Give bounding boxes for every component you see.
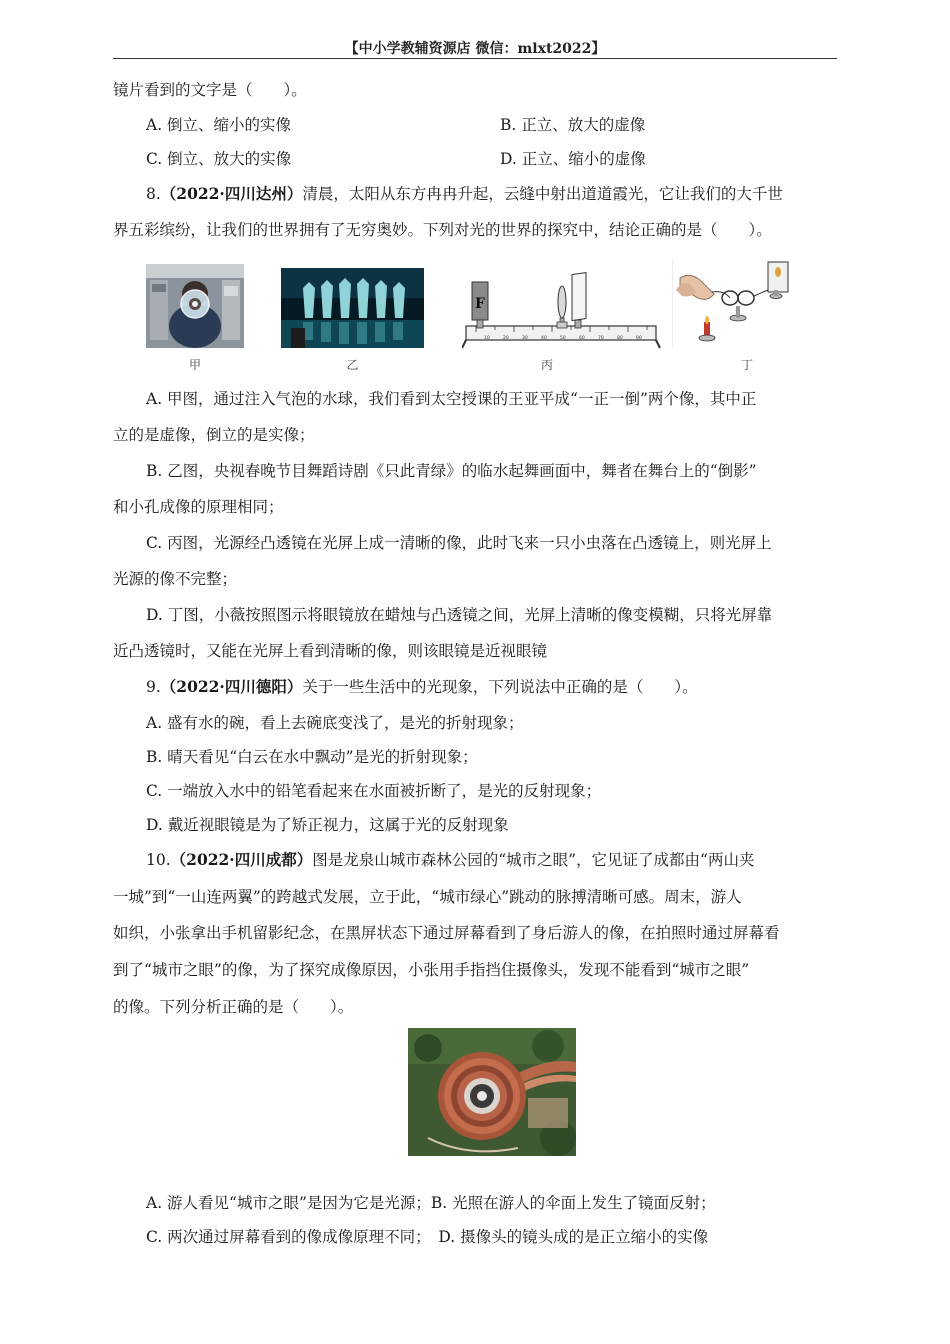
header-divider <box>113 58 837 59</box>
q10-stem-line5: 的像。下列分析正确的是（ ）。 <box>113 998 354 1016</box>
q10-stem-line1 <box>146 848 754 870</box>
ruler-label-8: 80 <box>617 336 623 341</box>
ruler-label-3: 30 <box>522 336 528 341</box>
ruler-label-5: 50 <box>560 336 566 341</box>
figure-yi-caption: 乙 <box>346 358 359 372</box>
q9-stem-text: 关于一些生活中的光现象，下列说法中正确的是（ ）。 <box>302 678 698 696</box>
q9-stem <box>146 675 698 697</box>
q8-option-d-line2: 近凸透镜时，又能在光屏上看到清晰的像，则该眼镜是近视眼镜 <box>113 642 548 660</box>
q10-stem-line2: 一城”到“一山连两翼”的跨越式发展，立于此，“城市绿心”跳动的脉搏清晰可感。周末，游人 <box>113 888 742 906</box>
page-header: 【中小学教辅资源店 微信：mlxt2022】 <box>344 41 606 57</box>
ruler-label-1: 10 <box>484 336 490 341</box>
ruler-label-7: 70 <box>598 336 604 341</box>
q8-option-c-line1: C. 丙图，光源经凸透镜在光屏上成一清晰的像，此时飞来一只小虫落在凸透镜上，则光屏上 <box>146 534 772 552</box>
q10-stem-line4: 到了“城市之眼”的像，为了探究成像原因，小张用手指挡住摄像头，发现不能看到“城市之眼” <box>113 961 750 979</box>
q10-stem-line3: 如织，小张拿出手机留影纪念，在黑屏状态下通过屏幕看到了身后游人的像，在拍照时通过屏幕看 <box>113 924 780 942</box>
city-eye-photo <box>408 1028 576 1156</box>
q8-option-b-line2: 和小孔成像的原理相同； <box>113 498 284 516</box>
q9-option-b: B. 晴天看见“白云在水中飘动”是光的折射现象； <box>146 748 478 766</box>
q7-stem-tail: 镜片看到的文字是（ ）。 <box>113 81 307 99</box>
q10-options-cd: C. 两次通过屏幕看到的像成像原理不同； D. 摄像头的镜头成的是正立缩小的实像 <box>146 1228 709 1246</box>
q8-number: 8. <box>146 185 161 203</box>
q7-option-b: B. 正立、放大的虚像 <box>500 116 646 134</box>
q8-source: （2022·四川达州） <box>160 184 303 203</box>
q9-option-d: D. 戴近视眼镜是为了矫正视力，这属于光的反射现象 <box>146 816 509 834</box>
q10-stem-text: 图是龙泉山城市森林公园的“城市之眼”，它见证了成都由“两山夹 <box>312 851 755 869</box>
q9-number: 9. <box>146 678 161 696</box>
q7-option-c: C. 倒立、放大的实像 <box>146 150 292 168</box>
light-source-letter: F <box>475 296 485 312</box>
figure-bing-caption: 丙 <box>540 358 553 372</box>
q8-option-a-line2: 立的是虚像，倒立的是实像； <box>113 426 315 444</box>
q8-stem-line2: 界五彩缤纷，让我们的世界拥有了无穷奥妙。下列对光的世界的探究中，结论正确的是（ ）。 <box>113 221 772 239</box>
q9-source: （2022·四川德阳） <box>160 677 303 696</box>
q8-option-d-line1: D. 丁图，小薇按照图示将眼镜放在蜡烛与凸透镜之间，光屏上清晰的像变模糊，只将光屏靠 <box>146 606 773 624</box>
q9-option-c: C. 一端放入水中的铅笔看起来在水面被折断了，是光的反射现象； <box>146 782 602 800</box>
figure-jia-photo <box>146 264 244 348</box>
q7-option-a: A. 倒立、缩小的实像 <box>146 116 292 134</box>
q9-option-a: A. 盛有水的碗，看上去碗底变浅了，是光的折射现象； <box>146 714 524 732</box>
q7-option-d: D. 正立、缩小的虚像 <box>500 150 646 168</box>
figure-yi-photo <box>281 268 424 348</box>
q8-option-a-line1: A. 甲图，通过注入气泡的水球，我们看到太空授课的王亚平成“一正一倒”两个像，其中正 <box>146 390 757 408</box>
q8-stem-text: 清晨，太阳从东方冉冉升起，云缝中射出道道霞光，它让我们的大千世 <box>302 185 783 203</box>
q8-option-c-line2: 光源的像不完整； <box>113 570 238 588</box>
ruler-label-4: 40 <box>541 336 547 341</box>
ruler-label-9: 90 <box>636 336 642 341</box>
figure-ding-caption: 丁 <box>740 358 753 372</box>
figure-bing-diagram <box>462 264 662 350</box>
figure-ding-photo <box>672 250 806 348</box>
q10-options-ab: A. 游人看见“城市之眼”是因为它是光源；B. 光照在游人的伞面上发生了镜面反射； <box>146 1194 716 1212</box>
ruler-label-6: 60 <box>579 336 585 341</box>
q10-source: （2022·四川成都） <box>170 850 313 869</box>
figure-jia-caption: 甲 <box>188 358 201 372</box>
ruler-label-2: 20 <box>503 336 509 341</box>
q10-number: 10. <box>146 851 171 869</box>
q8-option-b-line1: B. 乙图，央视春晚节目舞蹈诗剧《只此青绿》的临水起舞画面中，舞者在舞台上的“倒影” <box>146 462 757 480</box>
q8-stem-line1 <box>146 182 783 204</box>
